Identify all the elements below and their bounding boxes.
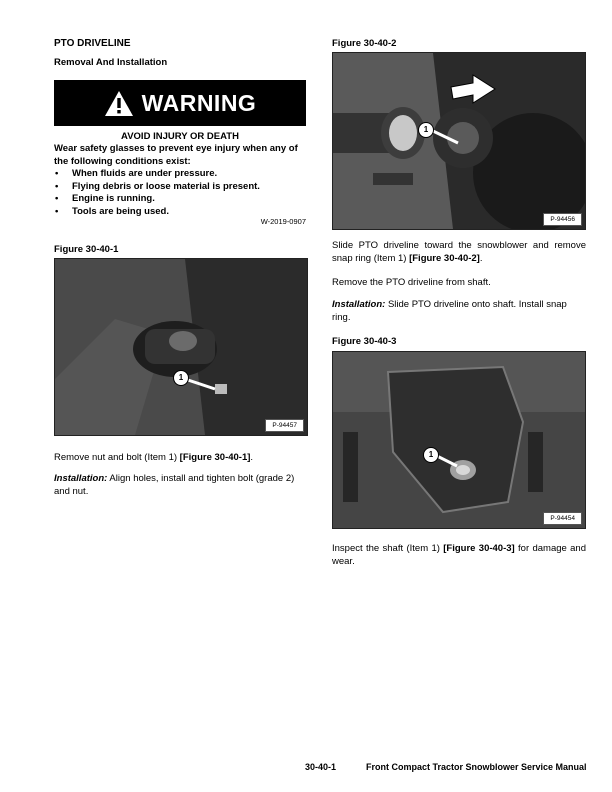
- list-item: • Flying debris or loose material is present.: [54, 181, 306, 194]
- figure-2-photo-number: P-94456: [543, 213, 582, 226]
- warning-code: W-2019-0907: [260, 217, 306, 226]
- warning-label: WARNING: [141, 89, 257, 116]
- right-paragraph-3: [332, 299, 586, 324]
- figure-1-label: Figure 30-40-1: [54, 244, 119, 255]
- paragraph-text: Slide PTO driveline onto shaft. Install snap ring.: [332, 299, 567, 323]
- snap-ring-photo-graphic: [333, 53, 585, 229]
- figure-1-photo: [54, 258, 308, 436]
- warning-avoid-text: AVOID INJURY OR DEATH: [121, 131, 239, 142]
- figure-1-photo-number: P-94457: [265, 419, 304, 432]
- warning-conditions-list: [54, 168, 306, 218]
- figure-reference: [Figure 30-40-2]: [409, 252, 480, 264]
- left-paragraph-2: [54, 473, 308, 498]
- list-item: • Tools are being used.: [54, 206, 306, 219]
- list-item: • When fluids are under pressure.: [54, 168, 306, 181]
- section-subtitle: Removal And Installation: [54, 57, 168, 68]
- shaft-photo-graphic: [333, 352, 585, 528]
- warning-triangle-icon: [104, 90, 134, 117]
- right-paragraph-4: [332, 543, 586, 568]
- list-item: • Engine is running.: [54, 193, 306, 206]
- page-number: 30-40-1: [305, 762, 337, 772]
- figure-3-photo-number: P-94454: [543, 512, 582, 525]
- paragraph-text: Inspect the shaft (Item 1): [332, 543, 444, 554]
- installation-lead: Installation:: [332, 299, 386, 310]
- driveline-photo-graphic: [55, 259, 307, 435]
- warning-banner: [54, 80, 306, 126]
- figure-2-photo: [332, 52, 586, 230]
- figure-3-callout: 1: [423, 447, 439, 463]
- figure-reference: [Figure 30-40-3]: [443, 543, 515, 554]
- paragraph-text: for damage and wear.: [332, 543, 587, 567]
- section-title: PTO DRIVELINE: [54, 38, 131, 49]
- left-paragraph-1: [54, 452, 308, 465]
- right-paragraph-1: [332, 240, 586, 265]
- figure-3-photo: [332, 351, 586, 529]
- figure-reference: [Figure 30-40-1]: [179, 452, 251, 463]
- paragraph-text: .: [479, 252, 483, 264]
- figure-2-label: Figure 30-40-2: [332, 38, 397, 49]
- installation-lead: Installation:: [54, 473, 108, 484]
- right-paragraph-2: Remove the PTO driveline from shaft.: [332, 277, 491, 288]
- paragraph-text: .: [250, 452, 254, 463]
- figure-2-callout: 1: [418, 122, 434, 138]
- figure-3-label: Figure 30-40-3: [332, 336, 397, 347]
- figure-1-callout: 1: [173, 370, 189, 386]
- warning-lead-text: Wear safety glasses to prevent eye injury when any of the following conditions exist:: [54, 143, 298, 167]
- manual-title: Front Compact Tractor Snowblower Service Manual: [366, 762, 587, 772]
- paragraph-text: Align holes, install and tighten bolt (grade 2) and nut.: [54, 473, 295, 497]
- paragraph-text: Slide PTO driveline toward the snowblower and remove snap ring (Item 1): [332, 240, 586, 264]
- paragraph-text: Remove nut and bolt (Item 1): [54, 452, 180, 463]
